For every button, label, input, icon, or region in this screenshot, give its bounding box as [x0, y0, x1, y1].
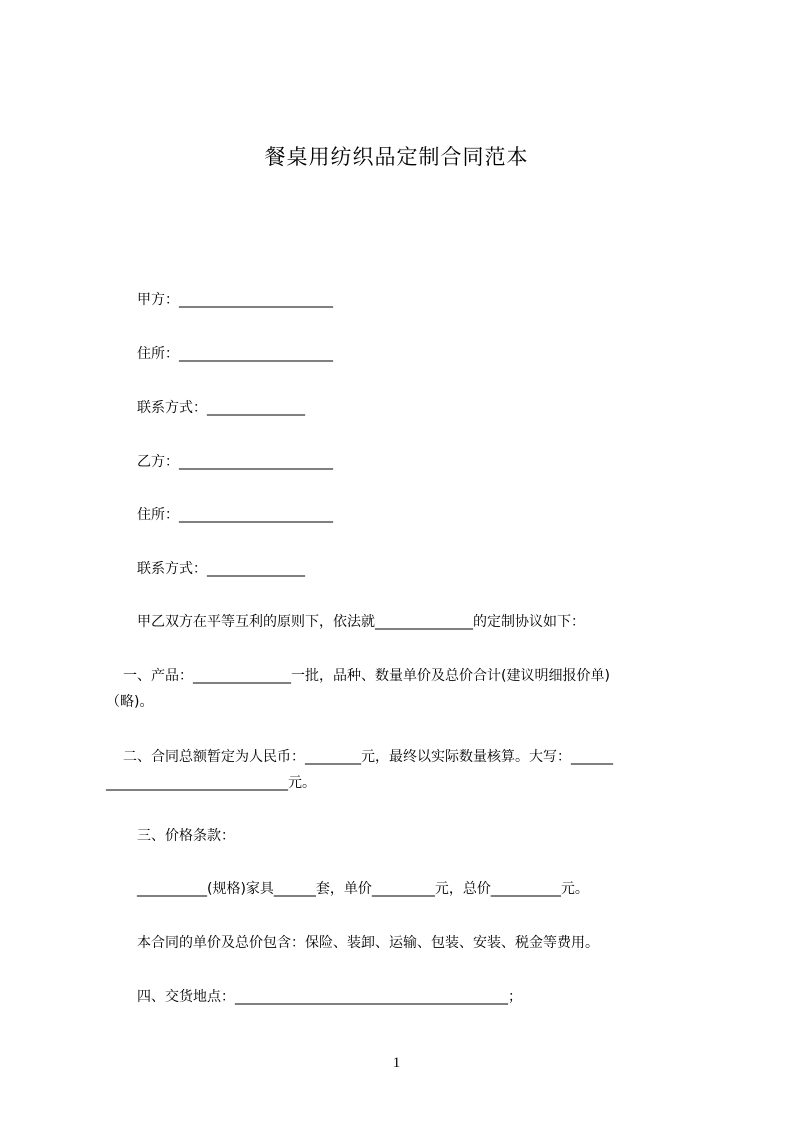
party-a-contact-line: 联系方式：______________: [137, 400, 305, 416]
clause-3-pricing-line: __________(规格)家具______套，单价_________元，总价__________元。: [137, 881, 589, 897]
clause-2-line-2: __________________________元。: [106, 775, 316, 791]
party-a-line: 甲方：______________________: [137, 292, 333, 308]
clause-3-included-costs-line: 本合同的单价及总价包含：保险、装卸、运输、包装、安装、税金等费用。: [137, 935, 599, 951]
document-title: 餐桌用纺织品定制合同范本: [264, 145, 529, 169]
clause-1-line-1: 一、产品：______________一批，品种、数量单价及总价合计(建议明细报价单): [123, 668, 610, 684]
party-a-address-line: 住所：______________________: [137, 346, 333, 362]
party-b-line: 乙方：______________________: [137, 454, 333, 470]
clause-3-heading: 三、价格条款：: [137, 828, 235, 844]
party-b-contact-line: 联系方式：______________: [137, 561, 305, 577]
party-b-address-line: 住所：______________________: [137, 507, 333, 523]
page-number: 1: [392, 1055, 401, 1071]
clause-4-delivery-location-line: 四、交货地点：_______________________________________；: [137, 989, 522, 1005]
clause-2-line-1: 二、合同总额暂定为人民币：________元，最终以实际数量核算。大写：______: [123, 749, 613, 765]
clause-1-line-2: （略)。: [106, 694, 154, 710]
agreement-intro-paragraph: 甲乙双方在平等互利的原则下，依法就______________的定制协议如下：: [137, 614, 585, 630]
